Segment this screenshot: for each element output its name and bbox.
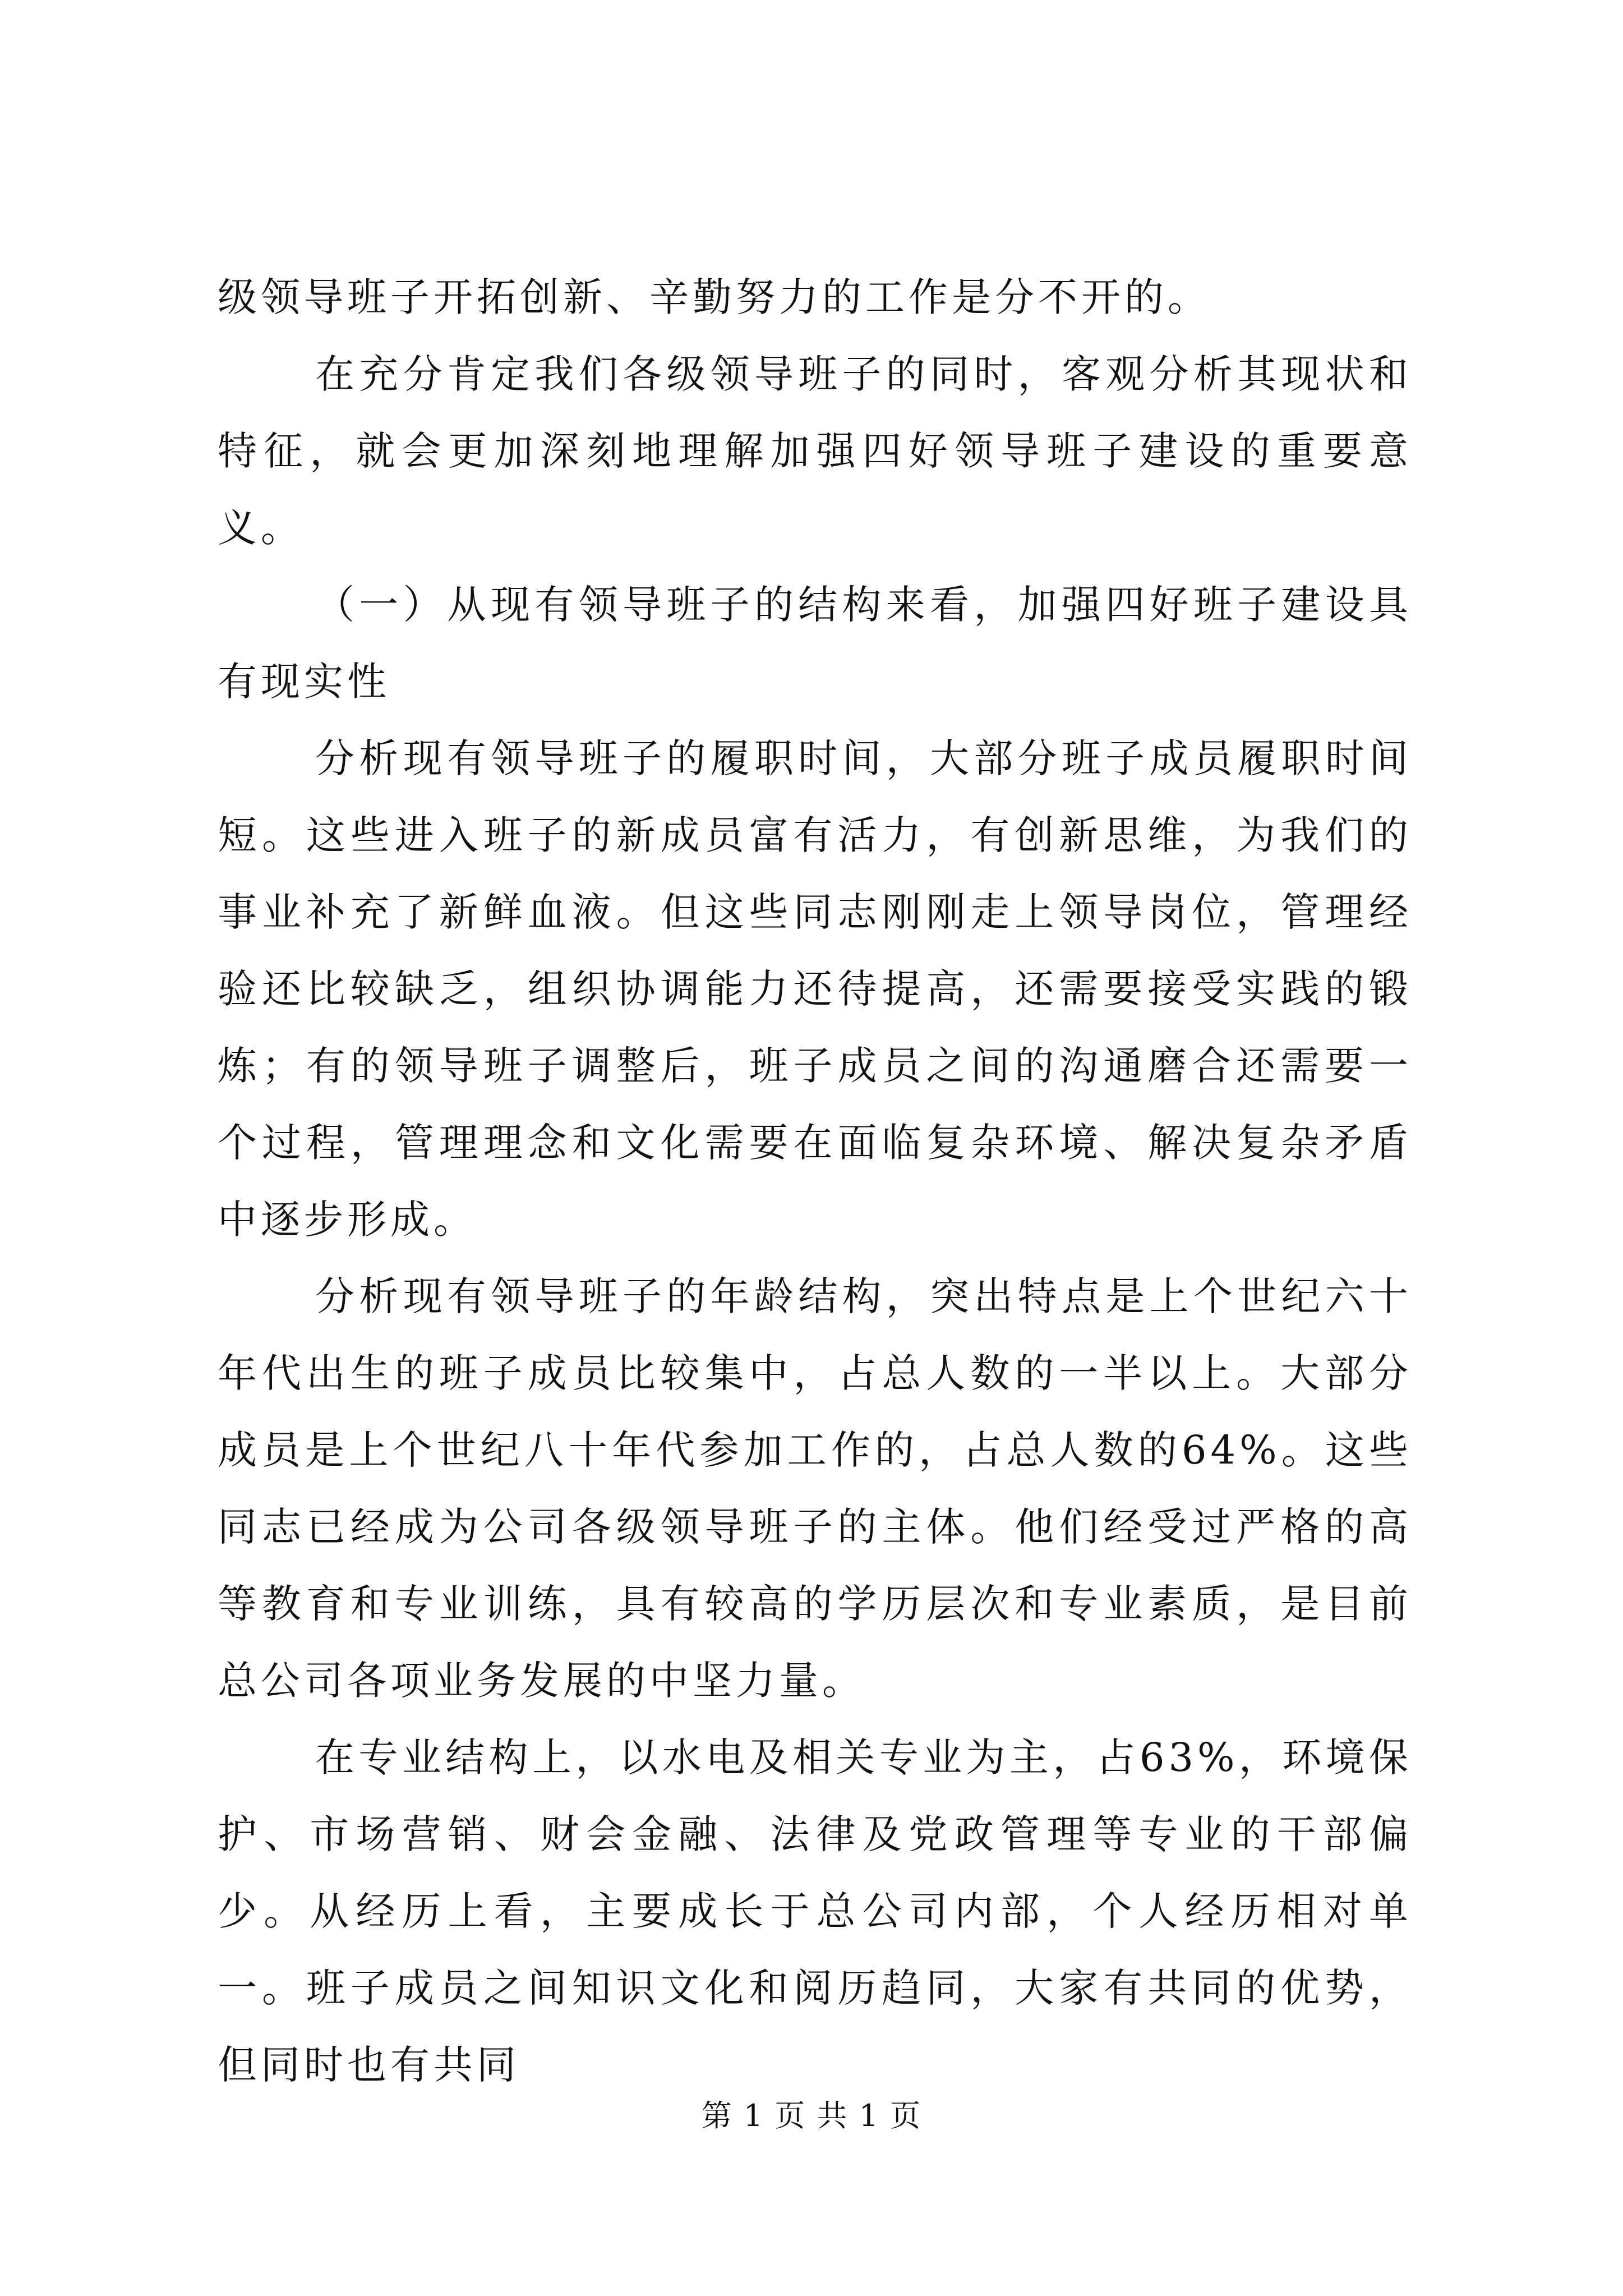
paragraph-continuation: 级领导班子开拓创新、辛勤努力的工作是分不开的。: [218, 274, 1211, 320]
document-body: [218, 259, 1412, 2104]
paragraph: 分析现有领导班子的履职时间，大部分班子成员履职时间短。这些进入班子的新成员富有活力，有创新思维，为我们的事业补充了新鲜血液。但这些同志刚刚走上领导岗位，管理经验还比较缺乏，组织协调能力还待提高，还需要接受实践的锻炼；有的领导班子调整后，班子成员之间的沟通磨合还需要一个过程，管理理念和文化需要在面临复杂环境、解决复杂矛盾中逐步形成。: [218, 735, 1412, 1243]
section-heading: （一）从现有领导班子的结构来看，加强四好班子建设具有现实性: [218, 582, 1412, 705]
paragraph: 在专业结构上，以水电及相关专业为主，占63%，环境保护、市场营销、财会金融、法律及党政管理等专业的干部偏少。从经历上看，主要成长于总公司内部，个人经历相对单一。班子成员之间知识文化和阅历趋同，大家有共同的优势，但同时也有共同: [218, 1734, 1412, 2088]
page-footer: 第 1 页 共 1 页: [701, 2098, 922, 2133]
paragraph: 在充分肯定我们各级领导班子的同时，客观分析其现状和特征，就会更加深刻地理解加强四好领导班子建设的重要意义。: [218, 351, 1412, 551]
paragraph: 分析现有领导班子的年龄结构，突出特点是上个世纪六十年代出生的班子成员比较集中，占总人数的一半以上。大部分成员是上个世纪八十年代参加工作的，占总人数的64%。这些同志已经成为公司各级领导班子的主体。他们经受过严格的高等教育和专业训练，具有较高的学历层次和专业素质，是目前总公司各项业务发展的中坚力量。: [218, 1273, 1412, 1704]
